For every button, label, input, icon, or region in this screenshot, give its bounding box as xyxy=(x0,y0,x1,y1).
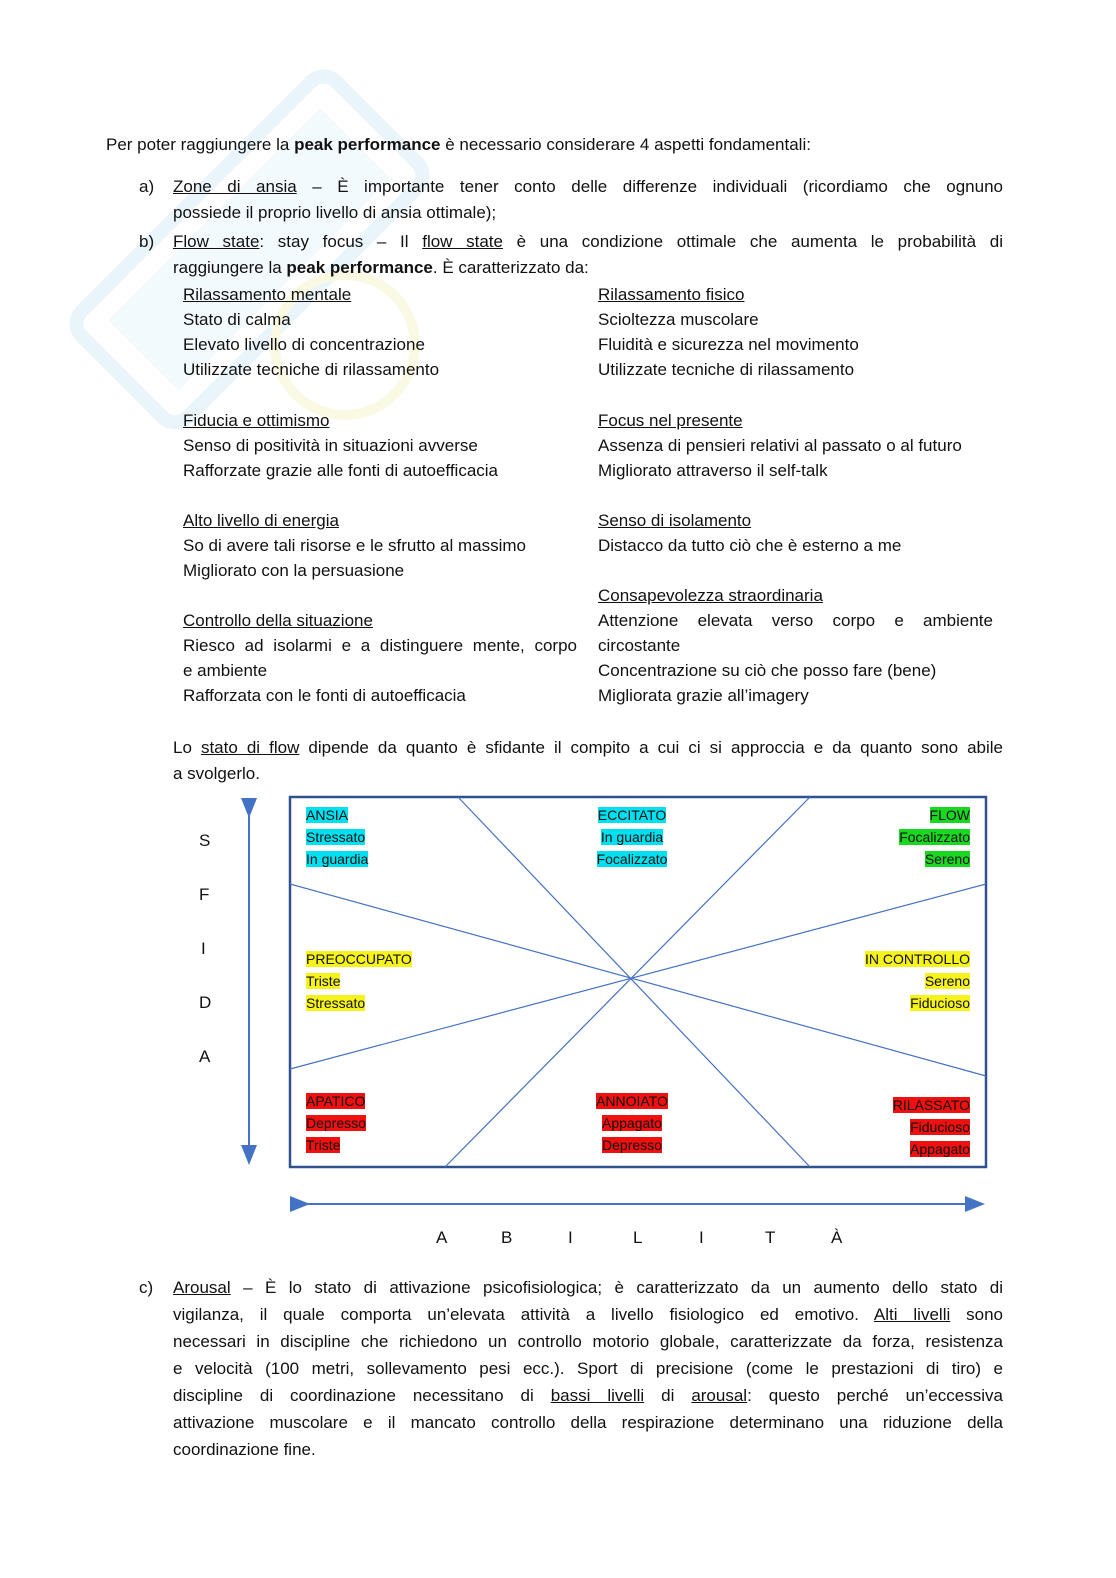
heading-fiducia-ottimismo: Fiducia e ottimismo xyxy=(183,411,330,430)
item-c-line6: attivazione muscolare e il mancato controllo della respirazione determinano una riduzione della xyxy=(173,1413,1003,1432)
cell-apatico: APATICO Depresso Triste xyxy=(306,1093,366,1153)
text-line: Migliorato con la persuasione xyxy=(183,561,405,580)
x-axis-letter: L xyxy=(633,1228,643,1247)
text-line: Distacco da tutto ciò che è esterno a me xyxy=(598,536,902,555)
text-line: Rafforzate grazie alle fonti di autoefficacia xyxy=(183,461,499,480)
text-line: Concentrazione su ciò che posso fare (bene) xyxy=(598,661,937,680)
heading-senso-isolamento: Senso di isolamento xyxy=(598,511,752,530)
term-stato-di-flow: stato di flow xyxy=(200,738,300,757)
intro-paragraph: Per poter raggiungere la peak performance è necessario considerare 4 aspetti fondamentali: xyxy=(106,135,811,154)
text-line: Assenza di pensieri relativi al passato o al futuro xyxy=(598,436,962,455)
list-marker-a: a) xyxy=(139,177,155,196)
item-a-line2: possiede il proprio livello di ansia ottimale); xyxy=(173,203,497,222)
x-axis-letter: B xyxy=(501,1228,513,1247)
heading-alto-livello-energia: Alto livello di energia xyxy=(183,511,339,530)
term-zone-di-ansia: Zone di ansia xyxy=(173,177,297,196)
heading-rilassamento-fisico: Rilassamento fisico xyxy=(598,285,745,304)
cell-in-controllo: IN CONTROLLO Sereno Fiducioso xyxy=(864,951,970,1011)
cell-preoccupato: PREOCCUPATO Triste Stressato xyxy=(306,951,412,1011)
text-line: Scioltezza muscolare xyxy=(598,310,759,329)
text-line: Fluidità e sicurezza nel movimento xyxy=(598,335,859,354)
flow-paragraph-line1: Lo stato di flow dipende da quanto è sfidante il compito a cui ci si approccia e da quanto sono abile xyxy=(173,738,1003,757)
text-line: circostante xyxy=(598,636,681,655)
list-marker-c: c) xyxy=(139,1278,154,1297)
heading-focus-presente: Focus nel presente xyxy=(598,411,743,430)
item-c-line1: Arousal – È lo stato di attivazione psicofisiologica; è caratterizzato da un aumento dello stato di xyxy=(173,1278,1003,1297)
heading-rilassamento-mentale: Rilassamento mentale xyxy=(183,285,352,304)
heading-consapevolezza: Consapevolezza straordinaria xyxy=(598,586,823,605)
y-axis-letter: A xyxy=(199,1047,211,1066)
item-c-line4: e velocità (100 metri, sollevamento pesi ecc.). Sport di precisione (come le prestazioni di tiro) e xyxy=(173,1359,1003,1378)
text-line: Migliorata grazie all’imagery xyxy=(598,686,809,705)
text-line: So di avere tali risorse e le sfrutto al massimo xyxy=(183,536,526,555)
y-axis-letter: F xyxy=(199,885,210,904)
x-axis-letter: I xyxy=(568,1228,573,1247)
text-line: Attenzione elevata verso corpo e ambiente xyxy=(598,611,993,630)
text-line: Riesco ad isolarmi e a distinguere mente, corpo xyxy=(183,636,577,655)
item-a-line1: Zone di ansia – È importante tener conto delle differenze individuali (ricordiamo che ognuno xyxy=(173,177,1003,196)
item-c-line2: vigilanza, il quale comporta un’elevata attività a livello fisiologico ed emotivo. Alti livelli sono xyxy=(173,1305,1003,1324)
list-marker-b: b) xyxy=(139,232,155,251)
item-b-line1: Flow state: stay focus – Il flow state è una condizione ottimale che aumenta le probabilità di xyxy=(173,232,1004,251)
term-flow-state: Flow state xyxy=(173,232,260,251)
x-axis-letter: À xyxy=(831,1228,843,1247)
cell-annoiato: ANNOIATO Appagato Depresso xyxy=(596,1093,668,1153)
text-line: Utilizzate tecniche di rilassamento xyxy=(183,360,440,379)
y-axis-letter: D xyxy=(199,993,212,1012)
item-b-line2: raggiungere la peak performance. È caratterizzato da: xyxy=(173,258,589,277)
x-axis-letter: I xyxy=(699,1228,704,1247)
cell-ansia: ANSIA Stressato In guardia xyxy=(306,807,369,867)
heading-controllo-situazione: Controllo della situazione xyxy=(183,611,373,630)
item-c-line5: discipline di coordinazione necessitano di bassi livelli di arousal: questo perché un’eccessiva xyxy=(173,1386,1003,1405)
text-line: Stato di calma xyxy=(183,310,291,329)
y-axis-letter: S xyxy=(199,831,211,850)
x-axis-letter: T xyxy=(765,1228,776,1247)
item-c-line3: necessari in discipline che richiedono un controllo motorio globale, caratterizzate da forza, resistenza xyxy=(173,1332,1003,1351)
y-axis-letter: I xyxy=(201,939,206,958)
text-line: Elevato livello di concentrazione xyxy=(183,335,425,354)
x-axis-letter: A xyxy=(436,1228,448,1247)
text-line: Rafforzata con le fonti di autoefficacia xyxy=(183,686,466,705)
term-arousal: Arousal xyxy=(173,1278,231,1297)
cell-rilassato: RILASSATO Fiducioso Appagato xyxy=(892,1097,970,1157)
text-line: e ambiente xyxy=(183,661,268,680)
item-c-line7: coordinazione fine. xyxy=(173,1440,316,1459)
flow-paragraph-line2: a svolgerlo. xyxy=(173,764,260,783)
text-line: Migliorato attraverso il self-talk xyxy=(598,461,828,480)
text-line: Utilizzate tecniche di rilassamento xyxy=(598,360,855,379)
text-line: Senso di positività in situazioni avverse xyxy=(183,436,478,455)
cell-flow: FLOW Focalizzato Sereno xyxy=(899,807,970,867)
cell-eccitato: ECCITATO In guardia Focalizzato xyxy=(596,807,668,867)
